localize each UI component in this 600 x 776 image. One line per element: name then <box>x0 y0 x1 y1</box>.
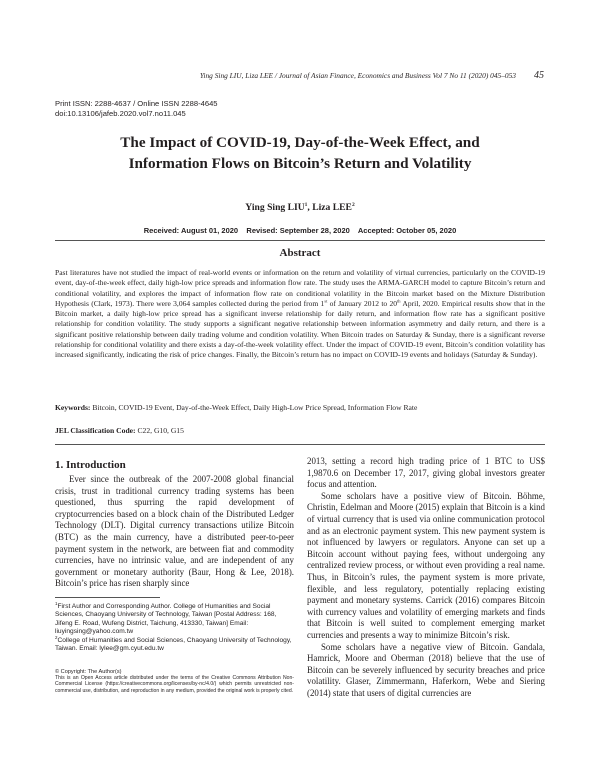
footnotes <box>55 600 294 655</box>
divider-bottom <box>55 444 545 445</box>
paper-title <box>60 132 540 174</box>
title-line-2: Information Flows on Bitcoin’s Return and Volatility <box>128 155 472 172</box>
copyright-heading: © Copyright: The Author(s) <box>55 669 122 675</box>
intro-paragraph-1-continued: 2013, setting a record high trading price of 1 BTC to US$ 1,9870.6 on December 17, 2017, giving global investors greater focus and attention. <box>307 456 545 490</box>
author-1-mark: 1 <box>304 201 308 208</box>
issn-line: Print ISSN: 2288-4637 / Online ISSN 2288-4645 <box>55 99 218 108</box>
doi-line: doi:10.13106/jafeb.2020.vol7.no11.045 <box>55 109 186 118</box>
footnote-2 <box>55 637 294 654</box>
author-1: Ying Sing LIU <box>245 202 305 213</box>
keywords-label: Keywords: <box>55 403 91 412</box>
ordinal-st: st <box>324 298 328 304</box>
author-list <box>0 202 600 213</box>
abstract-part-2: of January 2012 to 20 <box>327 298 398 308</box>
abstract-text <box>55 268 545 361</box>
intro-paragraph-2: Some scholars have a positive view of Bitcoin. Böhme, Christin, Edelman and Moore (2015) explain that Bitcoin is a kind of virtual currency that is used via online communication protocol and as an electronic payment system. This new payment system is not influenced by lawyers or regulators. Anyone can set up a Bitcoin account without paying fees, without undergoing any centralized review process, or without even providing a real name. Thus, in Bitcoin’s rules, the payment system is more private, flexible, and less regulatory, potentially replacing existing payment and monetary systems. Carrick (2016) compares Bitcoin with currency values and volatility of emerging markets and finds that Bitcoin is well suited to complement emerging market currencies and presents a way to minimize Bitcoin’s risk. <box>307 490 545 640</box>
footnote-2-text: College of Humanities and Social Sciences, Chaoyang University of Technology, Taiwan. Email: lylee@gm.cyut.edu.tw <box>55 637 292 653</box>
copyright-notice <box>55 669 294 694</box>
ordinal-th: th <box>397 298 401 304</box>
intro-paragraph-3: Some scholars have a negative view of Bitcoin. Gandala, Hamrick, Moore and Oberman (2018) believe that the use of Bitcoin can be severely influenced by security breaches and price volatility. Glaser, Zimmermann, Haferkorn, Webe and Siering (2014) state that users of digital currencies are <box>307 641 545 698</box>
footnote-1-mark: 1 <box>55 600 58 606</box>
footnote-rule <box>55 597 160 598</box>
footnote-1 <box>55 600 294 636</box>
abstract-part-3: April, 2020. Empirical results show that in the Bitcoin market, a daily high-low price spread has a significant inverse relationship for daily return, and information flow rate has a significant positive relationship for condition volatility. The study supports a significant negative relationship between information asymmetry and daily return, and there is a significant positive relationship between daily trading volume and condition volatility. When Bitcoin trades on Saturday & Sunday, there is a significant reverse relationship for conditional volatility and there exists a day-of-the-week volatility effect. Under the impact of COVID-19 event, Bitcoin’s condition volatility has increased significantly, indicating the risk of price changes. Finally, the Bitcoin’s return has no impact on COVID-19 events and holidays (Saturday & Sunday). <box>55 298 545 360</box>
license-text: This is an Open Access article distributed under the terms of the Creative Commons Attribution Non-Commercial License (https://creativecommons.org/licenses/by-nc/4.0/) which permits unrestricted non-commercial use, distribution, and reproduction in any medium, provided the original work is properly cited. <box>55 675 294 694</box>
jel-text: C22, G10, G15 <box>135 426 184 435</box>
author-2: Liza LEE <box>312 202 352 213</box>
issn-block <box>55 99 218 119</box>
abstract-heading: Abstract <box>279 247 321 259</box>
intro-paragraph-1: Ever since the outbreak of the 2007-2008 global financial crisis, trust in traditional currency trading systems has been questioned, thus spurring the rapid development of cryptocurrencies based on a block chain of the Distributed Ledger Technology (DLT). Digital currency transactions utilize Bitcoin (BTC) as the main currency, have a distributed peer-to-peer payment system in the network, are between fiat and commodity currencies, have no intrinsic value, and are independent of any government or monetary authority (Baur, Hong & Lee, 2018). Bitcoin’s price has risen sharply since <box>55 474 294 589</box>
keywords <box>55 403 545 413</box>
author-2-mark: 2 <box>351 201 355 208</box>
footnote-1-text: First Author and Corresponding Author. College of Humanities and Social Sciences, Chaoyang University of Technology, Taiwan [Postal Address: 168, Jifeng E. Road, Wufeng District, Taichung, 413330, Taiwan] Email: liuyingsing@yahoo.com.tw <box>55 603 277 635</box>
keywords-text: Bitcoin, COVID-19 Event, Day-of-the-Week Effect, Daily High-Low Price Spread, Information Flow Rate <box>90 403 418 412</box>
running-head-text: Ying Sing LIU, Liza LEE / Journal of Asian Finance, Economics and Business Vol 7 No 11 (2020) 045–053 <box>199 71 516 80</box>
left-column <box>55 474 294 590</box>
section-heading-introduction: 1. Introduction <box>55 459 126 471</box>
right-column <box>307 456 545 699</box>
submission-dates: Received: August 01, 2020 Revised: September 28, 2020 Accepted: October 05, 2020 <box>143 226 457 235</box>
jel-label: JEL Classification Code: <box>55 426 136 435</box>
jel-codes <box>55 426 545 436</box>
abstract-part-1: Past literatures have not studied the impact of real-world events or information on the return and volatility of virtual currencies, particularly on the COVID-19 event, day-of-the-week effect, daily high-low price spreads and information flow rate. The study uses the ARMA-GARCH model to capture Bitcoin’s return and conditional volatility, and explores the impact of information flow rate on conditional volatility in the Bitcoin market based on the Mixture Distribution Hypothesis (Clark, 1973). There were 3,064 samples collected during the period from 1 <box>55 268 545 308</box>
title-line-1: The Impact of COVID-19, Day-of-the-Week Effect, and <box>120 134 480 151</box>
page-number: 45 <box>534 70 544 81</box>
footnote-2-mark: 2 <box>55 635 58 640</box>
divider-top <box>55 240 545 241</box>
author-separator: , <box>307 202 313 213</box>
running-header <box>60 70 544 81</box>
